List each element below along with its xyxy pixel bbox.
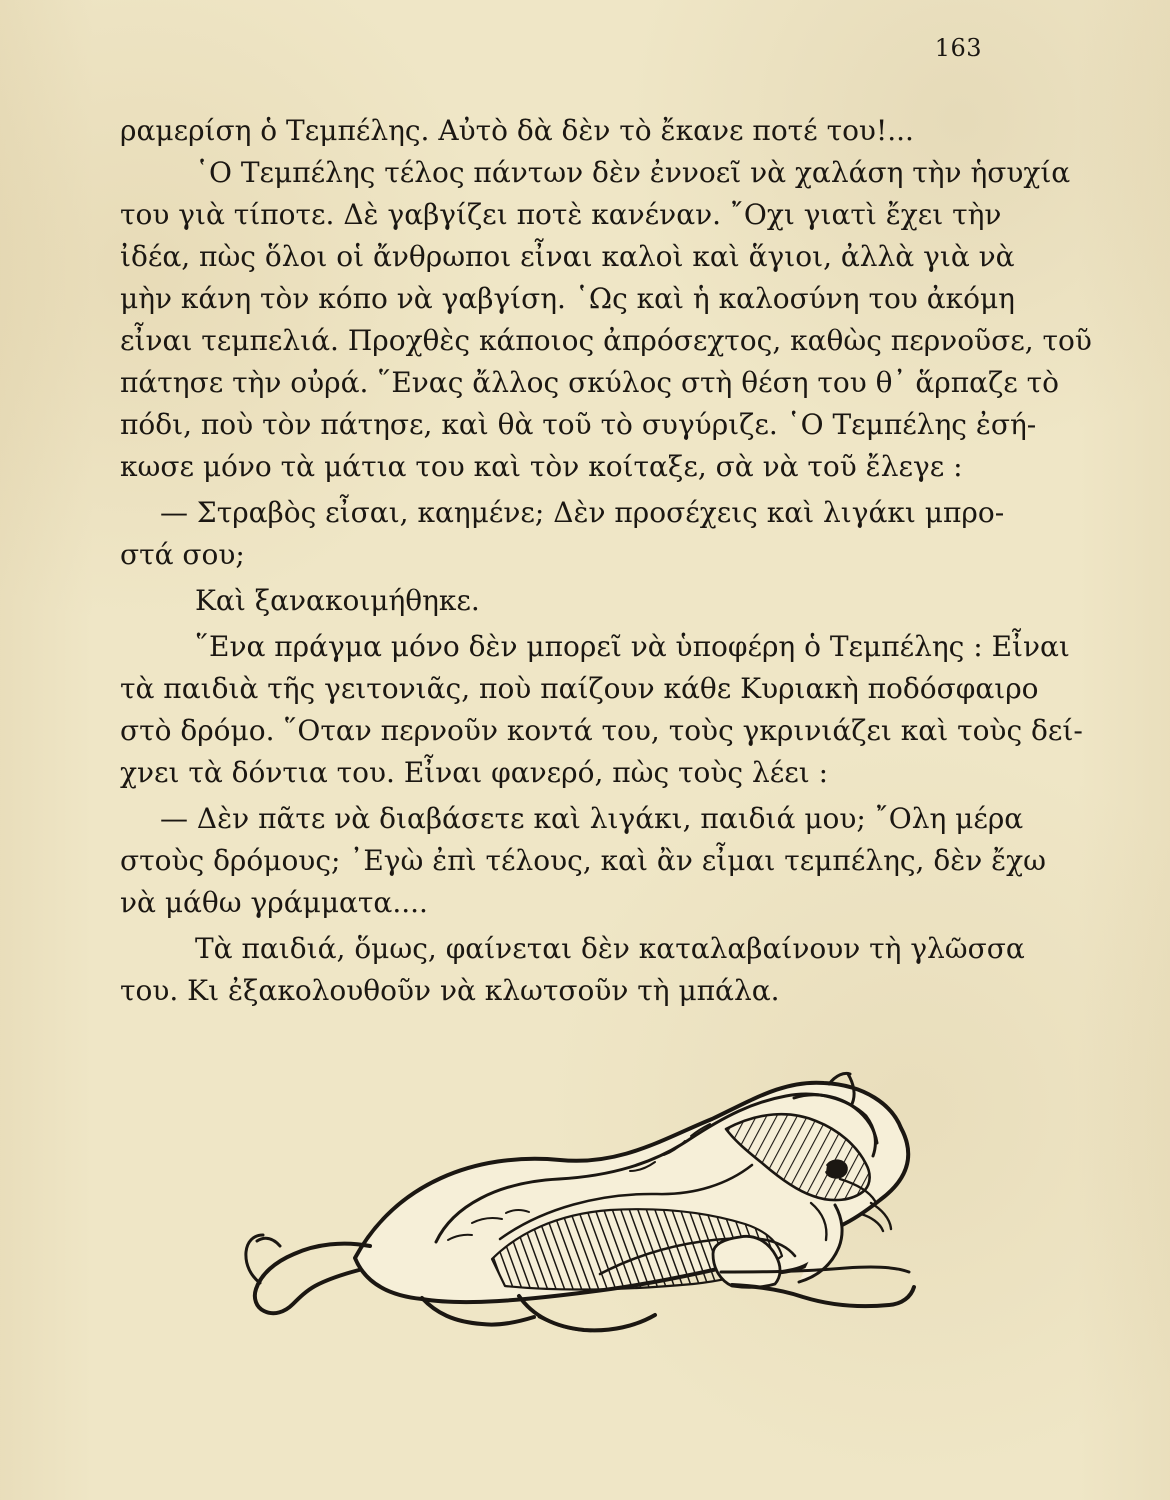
text-line-5: μὴν κάνη τὸν κόπο νὰ γαβγίση. ῾Ως καὶ ἡ καλοσύνη του ἀκόμη: [120, 282, 1015, 315]
page-number: 163: [934, 34, 982, 62]
text-line-8: πόδι, ποὺ τὸν πάτησε, καὶ θὰ τοῦ τὸ συγύριζε. ῾Ο Τεμπέλης ἐσή-: [120, 408, 1037, 441]
text-line-9: κωσε μόνο τὰ μάτια του καὶ τὸν κοίταξε, σὰ νὰ τοῦ ἔλεγε :: [120, 450, 963, 483]
text-line-7: πάτησε τὴν οὐρά. ῞Ενας ἄλλος σκύλος στὴ θέση του θ᾽ ἅρπαζε τὸ: [120, 366, 1060, 399]
text-line-3: του γιὰ τίποτε. Δὲ γαβγίζει ποτὲ κανέναν. ῎Οχι γιατὶ ἔχει τὴν: [120, 198, 1002, 231]
text-line-17: — Δὲν πᾶτε νὰ διαβάσετε καὶ λιγάκι, παιδιά μου; ῎Ολη μέρα: [160, 802, 1024, 835]
text-line-14: τὰ παιδιὰ τῆς γειτονιᾶς, ποὺ παίζουν κάθε Κυριακὴ ποδόσφαιρο: [120, 672, 1039, 705]
text-line-19: νὰ μάθω γράμματα....: [120, 886, 428, 919]
text-line-12: Καὶ ξανακοιμήθηκε.: [195, 584, 480, 617]
text-line-21: του. Κι ἐξακολουθοῦν νὰ κλωτσοῦν τὴ μπάλα.: [120, 974, 780, 1007]
body-text: [120, 110, 1092, 1012]
dog-icon: [225, 1060, 955, 1360]
text-line-13: ῞Ενα πράγμα μόνο δὲν μπορεῖ νὰ ὑποφέρη ὁ Τεμπέλης : Εἶναι: [195, 630, 1070, 663]
text-line-1: ραμερίση ὁ Τεμπέλης. Αὐτὸ δὰ δὲν τὸ ἔκανε ποτέ του!...: [120, 114, 914, 147]
text-line-4: ἰδέα, πὼς ὅλοι οἱ ἄνθρωποι εἶναι καλοὶ καὶ ἅγιοι, ἀλλὰ γιὰ νὰ: [120, 240, 1015, 273]
text-line-2: ῾Ο Τεμπέλης τέλος πάντων δὲν ἐννοεῖ νὰ χαλάση τὴν ἡσυχία: [195, 156, 1071, 189]
text-line-18: στοὺς δρόμους; ᾿Εγὼ ἐπὶ τέλους, καὶ ἂν εἶμαι τεμπέλης, δὲν ἔχω: [120, 844, 1046, 877]
text-line-10: — Στραβὸς εἶσαι, καημένε; Δὲν προσέχεις καὶ λιγάκι μπρο-: [160, 496, 1005, 529]
text-line-6: εἶναι τεμπελιά. Προχθὲς κάποιος ἀπρόσεχτος, καθὼς περνοῦσε, τοῦ: [120, 324, 1092, 357]
text-line-15: στὸ δρόμο. ῞Οταν περνοῦν κοντά του, τοὺς γκρινιάζει καὶ τοὺς δεί-: [120, 714, 1083, 747]
dog-illustration: [225, 1060, 955, 1360]
text-line-11: στά σου;: [120, 538, 245, 571]
text-line-16: χνει τὰ δόντια του. Εἶναι φανερό, πὼς τοὺς λέει :: [120, 756, 829, 789]
text-line-20: Τὰ παιδιά, ὅμως, φαίνεται δὲν καταλαβαίνουν τὴ γλῶσσα: [195, 932, 1025, 965]
